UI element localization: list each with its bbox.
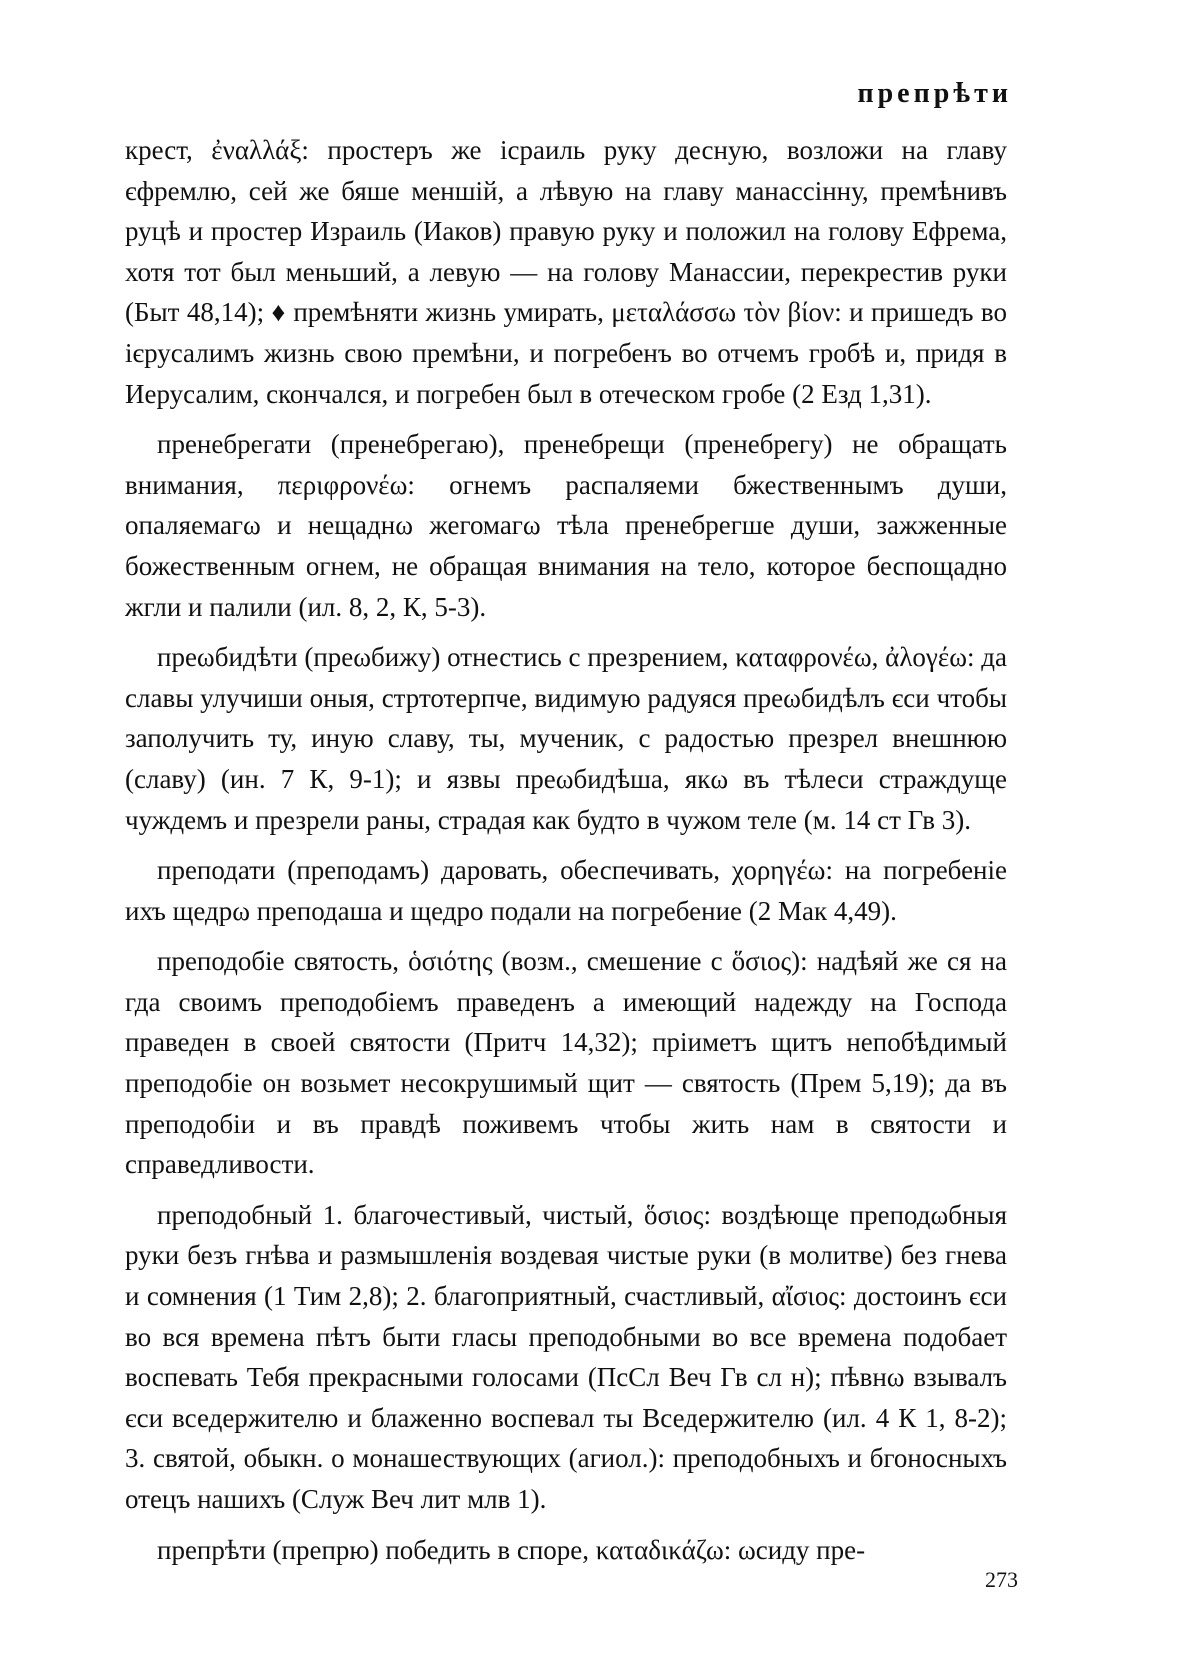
dictionary-entry: [125, 1530, 1007, 1571]
entry-text: преподобіе святость, ὁσιότης (возм., смешение с ὅσιος): надѣяй же ся на гда своимъ преподобіемъ праведенъ а имеющий надежду на Господа праведен в своей святости (Притч 14,32); пріиметъ щитъ непобѣдимый преподобіе он возьмет несокрушимый щит — святость (Прем 5,19); да въ преподобіи и въ правдѣ поживемъ чтобы жить нам в святости и справедливости.: [125, 946, 1007, 1180]
entry-text: преподобный 1. благочестивый, чистый, ὅσιος: воздѣюще преподωбныя руки безъ гнѣва и размышленія воздевая чистые руки (в молитве) без гнева и сомнения (1 Тим 2,8); 2. благоприятный, счастливый, αἴσιος: достоинъ єси во вся времена пѣтъ быти гласы преподобными во все времена подобает воспевать Тебя прекрасными голосами (ПсСл Веч Гв сл н); пѣвнω взывалъ єси вседержителю и блаженно воспевал ты Вседержителю (ил. 4 К 1, 8-2); 3. святой, обыкн. о монашествующих (агиол.): преподобныхъ и бгоносныхъ отецъ нашихъ (Служ Веч лит млв 1).: [125, 1199, 1007, 1514]
dictionary-entry: [125, 941, 1007, 1185]
dictionary-entry: [125, 130, 1007, 414]
dictionary-entry: [125, 1195, 1007, 1520]
entry-text: преωбидѣти (преωбижу) отнестись с презрением, καταφρονέω, ἀλογέω: да славы улучиши оныя, стртотерпче, видимую радуяся преωбидѣлъ єси чтобы заполучить ту, иную славу, ты, мученик, с радостью презрел внешнюю (славу) (ин. 7 К, 9-1); и язвы преωбидѣша, якω въ тѣлеси страждуще чуждемъ и презрели раны, страдая как будто в чужом теле (м. 14 ст Гв 3).: [125, 642, 1007, 835]
page-number: 273: [985, 1567, 1018, 1592]
entry-text: пренебрегати (пренебрегаю), пренебрещи (пренебрегу) не обращать внимания, περιφρονέω: огнемъ распаляеми бжественнымъ души, опаляемагω и нещаднω жегомагω тѣла пренебрегше души, зажженные божественным огнем, не обращая внимания на тело, которое беспощадно жгли и палили (ил. 8, 2, К, 5-3).: [125, 429, 1007, 622]
dictionary-entry: [125, 424, 1007, 627]
dictionary-entry: [125, 637, 1007, 840]
dictionary-entry: [125, 850, 1007, 931]
entry-text: препрѣти (препрю) победить в споре, καταδικάζω: ωсиду пре-: [157, 1534, 866, 1565]
entry-text: крест, ἐναλλάξ: простеръ же ісраиль руку десную, возложи на главу єфремлю, сей же бяше меншій, а лѣвую на главу манассінну, премѣнивъ руцѣ и простер Израиль (Иаков) правую руку и положил на голову Ефрема, хотя тот был меньший, а левую — на голову Манассии, перекрестив руки (Быт 48,14); ♦ премѣняти жизнь умирать, μεταλάσσω τὸν βίον: и пришедъ во ієрусалимъ жизнь свою премѣни, и погребенъ во отчемъ гробѣ и, придя в Иерусалим, скончался, и погребен был в отеческом гробе (2 Езд 1,31).: [125, 135, 1007, 409]
entry-text: преподати (преподамъ) даровать, обеспечивать, χορηγέω: на погребеніе ихъ щедрω преподаша и щедро подали на погребение (2 Мак 4,49).: [125, 855, 1007, 926]
running-head: препрѣти: [857, 78, 1012, 109]
page-body: [125, 130, 1007, 1580]
